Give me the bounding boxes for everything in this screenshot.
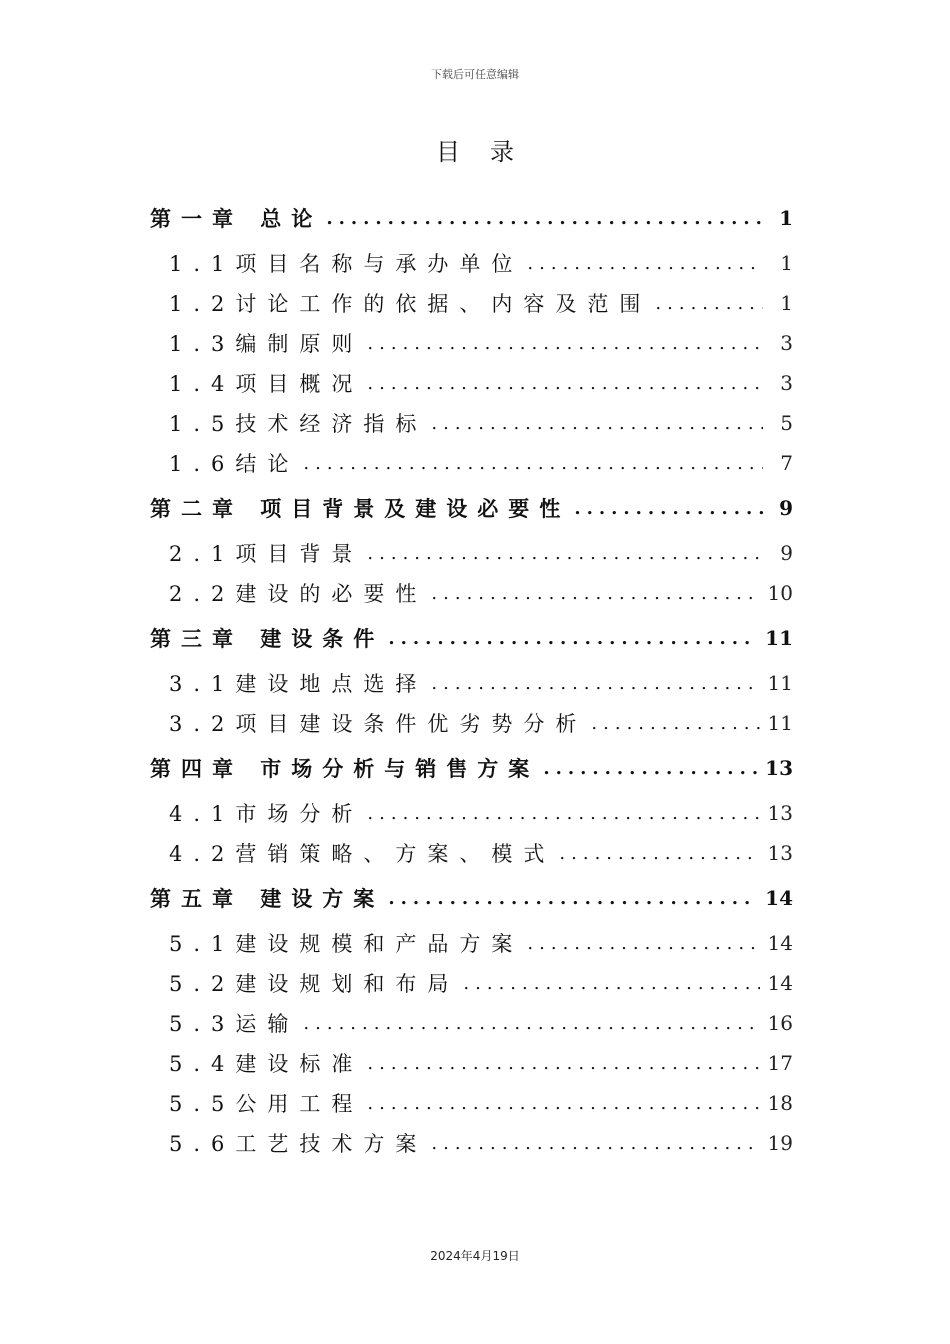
toc-entry-page-number: 3: [780, 371, 793, 395]
toc-entry-page-number: 17: [767, 1051, 793, 1075]
toc-entry-label: 5.5公用工程: [169, 1092, 364, 1116]
toc-chapter-entry[interactable]: [150, 873, 793, 923]
toc-dot-leader: [367, 543, 763, 564]
toc-dot-leader: [559, 843, 759, 864]
toc-dot-leader: [527, 933, 759, 954]
toc-entry-page-number: 9: [780, 541, 793, 565]
toc-entry-label: 1.1项目名称与承办单位: [169, 252, 524, 276]
toc-section-entry[interactable]: [150, 793, 793, 833]
toc-dot-leader: [543, 758, 757, 779]
toc-entry-page-number: 14: [765, 886, 793, 910]
toc-entry-label: 3.1建设地点选择: [169, 672, 428, 696]
toc-section-entry[interactable]: [150, 1003, 793, 1043]
toc-dot-leader: [463, 973, 759, 994]
toc-entry-page-number: 11: [767, 671, 793, 695]
toc-entry-page-number: 3: [780, 331, 793, 355]
toc-section-entry[interactable]: [150, 573, 793, 613]
toc-dot-leader: [388, 888, 757, 909]
toc-section-entry[interactable]: [150, 963, 793, 1003]
toc-dot-leader: [574, 498, 763, 519]
toc-entry-page-number: 13: [767, 841, 793, 865]
toc-entry-page-number: 14: [767, 931, 793, 955]
page-title: 目录: [436, 138, 544, 166]
toc-chapter-entry[interactable]: [150, 613, 793, 663]
toc-entry-label: 4.2营销策略、方案、模式: [169, 842, 556, 866]
toc-entry-page-number: 16: [767, 1011, 793, 1035]
toc-dot-leader: [388, 628, 757, 649]
toc-entry-label: 第一章 总论: [150, 206, 323, 231]
toc-section-entry[interactable]: [150, 1083, 793, 1123]
toc-entry-page-number: 18: [767, 1091, 793, 1115]
toc-entry-page-number: 9: [779, 496, 793, 520]
toc-section-entry[interactable]: [150, 323, 793, 363]
toc-entry-label: 5.1建设规模和产品方案: [169, 932, 524, 956]
toc-entry-page-number: 7: [780, 451, 793, 475]
toc-entry-page-number: 1: [779, 206, 793, 230]
toc-section-entry[interactable]: [150, 403, 793, 443]
toc-section-entry[interactable]: [150, 1043, 793, 1083]
toc-entry-label: 第三章 建设条件: [150, 626, 385, 651]
toc-entry-label: 2.2建设的必要性: [169, 582, 428, 606]
toc-dot-leader: [367, 803, 759, 824]
toc-entry-label: 1.3编制原则: [169, 332, 364, 356]
toc-section-entry[interactable]: [150, 363, 793, 403]
toc-entry-page-number: 13: [765, 756, 793, 780]
toc-dot-leader: [527, 253, 763, 274]
toc-entry-label: 1.2讨论工作的依据、内容及范围: [169, 292, 652, 316]
toc-entry-label: 第五章 建设方案: [150, 886, 385, 911]
toc-entry-label: 5.6工艺技术方案: [169, 1132, 428, 1156]
toc-entry-page-number: 1: [780, 291, 793, 315]
toc-dot-leader: [367, 1093, 759, 1114]
toc-section-entry[interactable]: [150, 443, 793, 483]
toc-dot-leader: [655, 293, 763, 314]
toc-entry-label: 1.4项目概况: [169, 372, 364, 396]
toc-entry-label: 2.1项目背景: [169, 542, 364, 566]
toc-entry-page-number: 5: [780, 411, 793, 435]
toc-entry-page-number: 11: [765, 626, 793, 650]
toc-section-entry[interactable]: [150, 1123, 793, 1163]
toc-dot-leader: [367, 373, 763, 394]
toc-section-entry[interactable]: [150, 923, 793, 963]
toc-entry-label: 3.2项目建设条件优劣势分析: [169, 712, 588, 736]
toc-dot-leader: [431, 1133, 759, 1154]
table-of-contents: [150, 193, 793, 1163]
toc-section-entry[interactable]: [150, 833, 793, 873]
toc-chapter-entry[interactable]: [150, 743, 793, 793]
toc-chapter-entry[interactable]: [150, 483, 793, 533]
toc-dot-leader: [431, 583, 759, 604]
toc-entry-label: 1.5技术经济指标: [169, 412, 428, 436]
page-header: 下载后可任意编辑: [431, 68, 519, 81]
toc-entry-label: 第四章 市场分析与销售方案: [150, 756, 540, 781]
toc-section-entry[interactable]: [150, 663, 793, 703]
toc-entry-page-number: 10: [767, 581, 793, 605]
toc-entry-label: 第二章 项目背景及建设必要性: [150, 496, 571, 521]
toc-dot-leader: [431, 413, 763, 434]
toc-entry-page-number: 14: [767, 971, 793, 995]
toc-entry-page-number: 1: [780, 251, 793, 275]
toc-dot-leader: [303, 1013, 759, 1034]
toc-entry-label: 1.6结论: [169, 452, 300, 476]
toc-entry-label: 5.4建设标准: [169, 1052, 364, 1076]
page-footer-date: 2024年4月19日: [430, 1249, 520, 1263]
toc-entry-page-number: 13: [767, 801, 793, 825]
toc-chapter-entry[interactable]: [150, 193, 793, 243]
toc-dot-leader: [326, 208, 763, 229]
toc-entry-page-number: 19: [767, 1131, 793, 1155]
toc-entry-page-number: 11: [767, 711, 793, 735]
toc-section-entry[interactable]: [150, 533, 793, 573]
toc-entry-label: 5.2建设规划和布局: [169, 972, 460, 996]
toc-dot-leader: [367, 1053, 759, 1074]
toc-section-entry[interactable]: [150, 703, 793, 743]
toc-section-entry[interactable]: [150, 283, 793, 323]
toc-entry-label: 5.3运输: [169, 1012, 300, 1036]
toc-dot-leader: [303, 453, 763, 474]
toc-dot-leader: [367, 333, 763, 354]
toc-section-entry[interactable]: [150, 243, 793, 283]
toc-entry-label: 4.1市场分析: [169, 802, 364, 826]
toc-dot-leader: [591, 713, 759, 734]
toc-dot-leader: [431, 673, 759, 694]
